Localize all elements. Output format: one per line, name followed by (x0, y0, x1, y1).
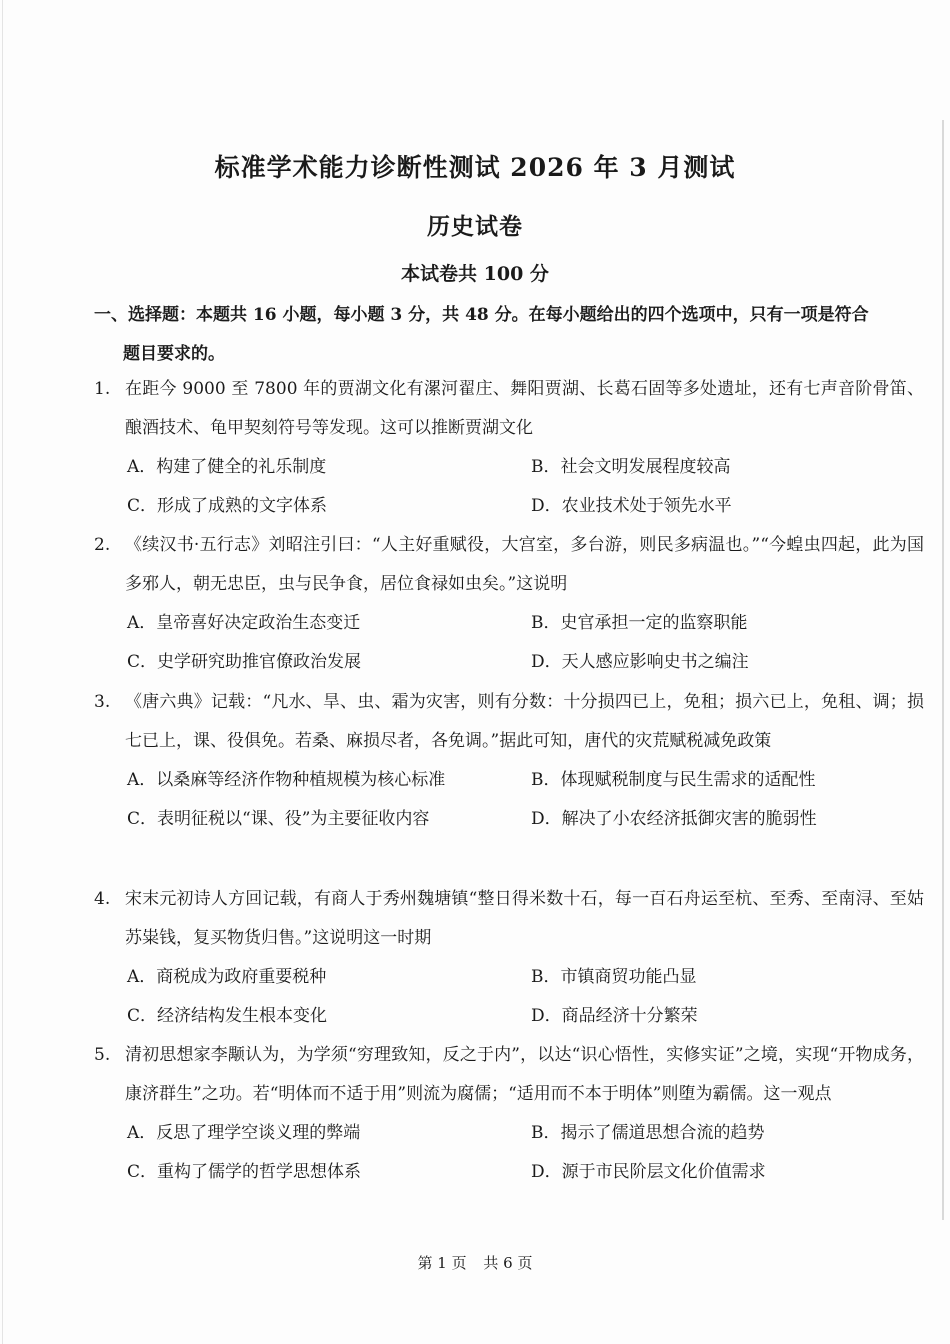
option-a: A．构建了健全的礼乐制度 (127, 457, 327, 477)
option-c: C．史学研究助推官僚政治发展 (127, 652, 362, 672)
option-a: A．以桑麻等经济作物种植规模为核心标准 (127, 770, 446, 790)
option-c: C．重构了儒学的哲学思想体系 (127, 1162, 362, 1182)
option-a: A．反思了理学空谈义理的弊端 (127, 1123, 361, 1143)
page-number: 第 1 页 (417, 1254, 467, 1272)
option-b: B．市镇商贸功能凸显 (531, 967, 697, 987)
scan-edge (2, 0, 3, 1344)
page-footer (0, 1252, 950, 1273)
option-d: D．商品经济十分繁荣 (531, 1006, 698, 1026)
question-number: 4. (94, 889, 111, 909)
section-heading-line2: 题目要求的。 (123, 344, 225, 364)
question-4 (94, 880, 924, 1036)
question-number: 2. (94, 535, 111, 555)
option-d: D．天人感应影响史书之编注 (531, 652, 749, 672)
paper-subject: 历史试卷 (427, 213, 523, 240)
total-score: 本试卷共 100 分 (401, 263, 549, 285)
question-2 (94, 526, 924, 682)
page-total: 共 6 页 (483, 1254, 533, 1272)
section-heading (94, 296, 924, 374)
question-1 (94, 370, 924, 526)
option-b: B．史官承担一定的监察职能 (531, 613, 748, 633)
exam-title: 标准学术能力诊断性测试 2026 年 3 月测试 (214, 153, 736, 182)
question-stem: 清初思想家李颙认为，为学须“穷理致知，反之于内”，以达“识心悟性，实修实证”之境，实现“开物成务，康济群生”之功。若“明体而不适于用”则流为腐儒；“适用而不本于明体”则堕为霸儒。这一观点 (125, 1045, 924, 1104)
option-d: D．源于市民阶层文化价值需求 (531, 1162, 766, 1182)
question-stem: 在距今 9000 至 7800 年的贾湖文化有漯河翟庄、舞阳贾湖、长葛石固等多处遗址，还有七声音阶骨笛、酿酒技术、龟甲契刻符号等发现。这可以推断贾湖文化 (125, 379, 924, 438)
question-stem: 《续汉书·五行志》刘昭注引曰：“人主好重赋役，大宫室，多台游，则民多病温也。”“今蝗虫四起，此为国多邪人，朝无忠臣，虫与民争食，居位食禄如虫矣。”这说明 (125, 535, 924, 594)
section-heading-line1: 一、选择题：本题共 16 小题，每小题 3 分，共 48 分。在每小题给出的四个选项中，只有一项是符合 (94, 305, 869, 325)
question-stem: 《唐六典》记载：“凡水、旱、虫、霜为灾害，则有分数：十分损四已上，免租；损六已上，免租、调；损七已上，课、役俱免。若桑、麻损尽者，各免调。”据此可知，唐代的灾荒赋税减免政策 (125, 692, 924, 751)
question-number: 5. (94, 1045, 111, 1065)
option-d: D．农业技术处于领先水平 (531, 496, 732, 516)
option-a: A．商税成为政府重要税种 (127, 967, 327, 987)
option-c: C．经济结构发生根本变化 (127, 1006, 328, 1026)
option-c: C．表明征税以“课、役”为主要征收内容 (127, 809, 430, 829)
question-number: 3. (94, 692, 111, 712)
option-c: C．形成了成熟的文字体系 (127, 496, 328, 516)
question-3 (94, 683, 924, 839)
question-number: 1. (94, 379, 111, 399)
option-b: B．社会文明发展程度较高 (531, 457, 731, 477)
option-a: A．皇帝喜好决定政治生态变迁 (127, 613, 361, 633)
option-d: D．解决了小农经济抵御灾害的脆弱性 (531, 809, 817, 829)
question-stem: 宋末元初诗人方回记载，有商人于秀州魏塘镇“整日得米数十石，每一百石舟运至杭、至秀、至南浔、至姑苏粜钱，复买物货归售。”这说明这一时期 (125, 889, 924, 948)
option-b: B．揭示了儒道思想合流的趋势 (531, 1123, 765, 1143)
option-b: B．体现赋税制度与民生需求的适配性 (531, 770, 816, 790)
question-5 (94, 1036, 924, 1192)
